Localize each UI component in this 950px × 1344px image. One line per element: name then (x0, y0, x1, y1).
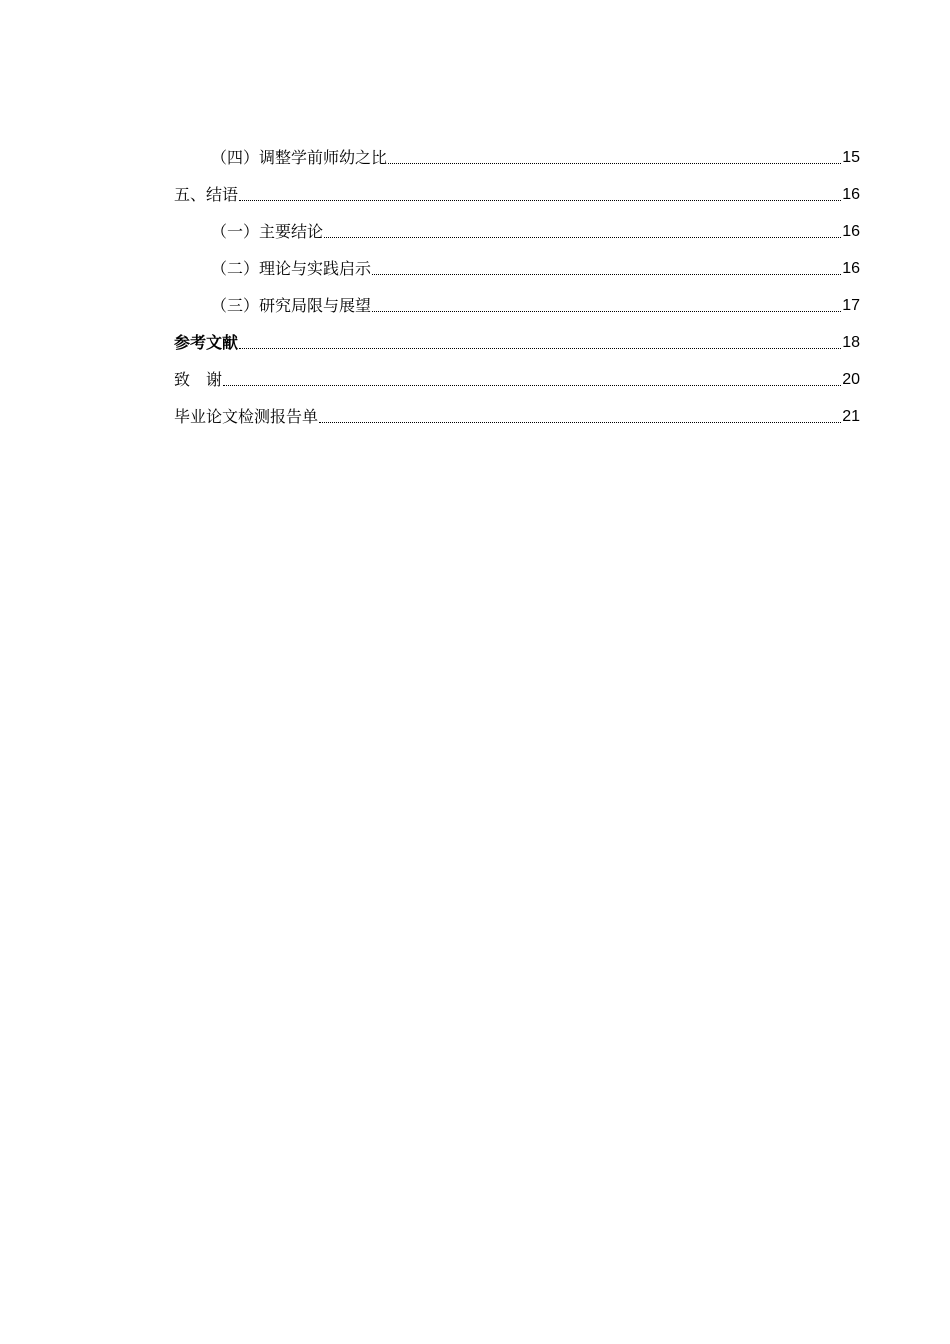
toc-dot-leader (388, 163, 841, 164)
toc-entry-label: 毕业论文检测报告单 (174, 407, 319, 426)
toc-entry-page: 20 (842, 371, 860, 388)
toc-entry-page: 16 (842, 223, 860, 240)
toc-dot-leader (324, 237, 841, 238)
toc-entry[interactable] (174, 355, 860, 392)
toc-entry-page: 17 (842, 297, 860, 314)
table-of-contents (174, 133, 860, 429)
toc-entry[interactable] (174, 207, 860, 244)
toc-entry[interactable] (174, 170, 860, 207)
toc-entry-label: （一）主要结论 (211, 222, 324, 241)
toc-entry-page: 21 (842, 408, 860, 425)
toc-dot-leader (372, 274, 841, 275)
toc-entry-label: （二）理论与实践启示 (211, 259, 372, 278)
toc-entry-label: （三）研究局限与展望 (211, 296, 372, 315)
toc-entry-page: 15 (842, 149, 860, 166)
toc-entry[interactable] (174, 318, 860, 355)
toc-dot-leader (239, 200, 841, 201)
toc-entry[interactable] (174, 133, 860, 170)
toc-entry[interactable] (174, 244, 860, 281)
toc-entry-label: 参考文献 (174, 333, 239, 352)
toc-entry-page: 16 (842, 186, 860, 203)
toc-entry-page: 16 (842, 260, 860, 277)
toc-dot-leader (372, 311, 841, 312)
toc-entry-label: 致 谢 (174, 370, 223, 389)
toc-entry[interactable] (174, 392, 860, 429)
toc-dot-leader (239, 348, 841, 349)
toc-entry-label: （四）调整学前师幼之比 (211, 148, 388, 167)
toc-entry[interactable] (174, 281, 860, 318)
toc-dot-leader (223, 385, 841, 386)
toc-entry-page: 18 (842, 334, 860, 351)
toc-entry-label: 五、结语 (174, 185, 239, 204)
toc-dot-leader (319, 422, 841, 423)
